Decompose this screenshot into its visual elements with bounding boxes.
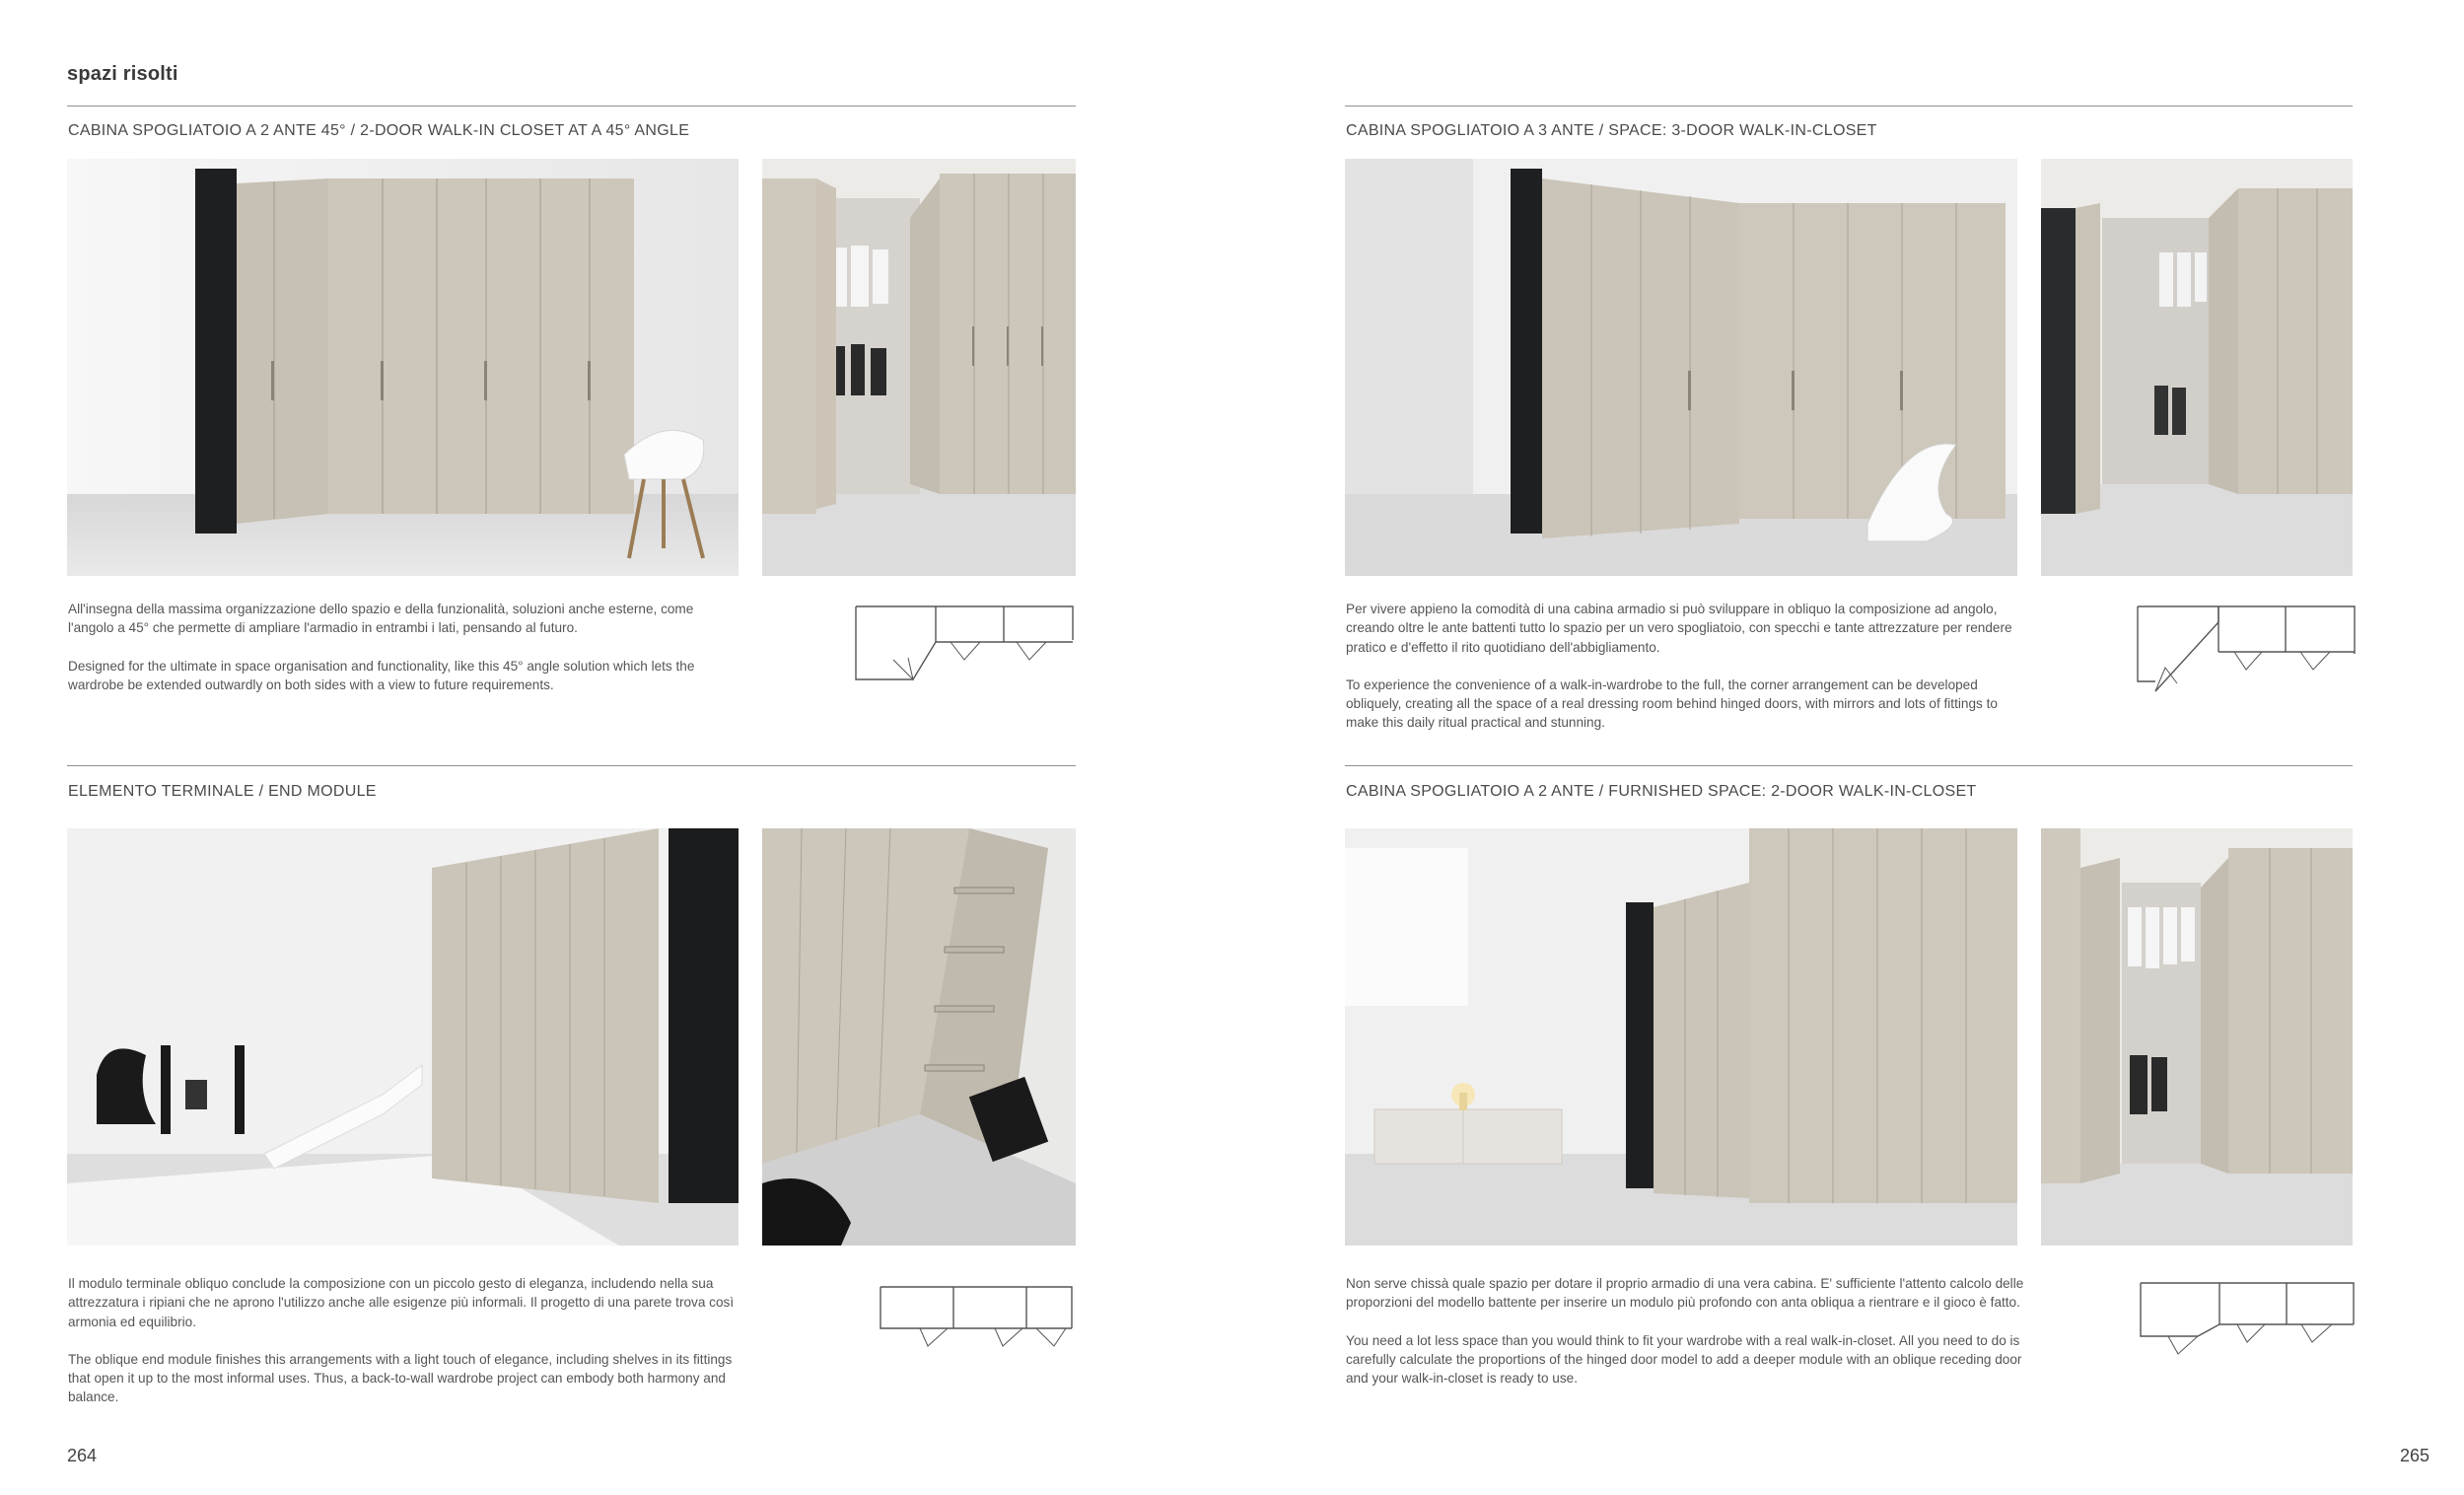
photo-open-2-door-closet — [2041, 828, 2353, 1246]
block-text-4 — [1346, 1274, 2026, 1388]
photo-corner-wardrobe-45 — [67, 159, 739, 576]
block-text-1 — [68, 600, 740, 694]
photo-corner-wardrobe-3-door — [1345, 159, 2017, 576]
block-heading-1: CABINA SPOGLIATOIO A 2 ANTE 45° / 2-DOOR WALK-IN CLOSET AT A 45° ANGLE — [68, 122, 690, 139]
photo-open-dressing-room — [2041, 159, 2353, 576]
text-italian: Per vivere appieno la comodità di una cabina armadio si può sviluppare in obliquo la composizione ad angolo, creando oltre le ante battenti tutto lo spazio per un vero spogliatoio, con specchi e tante attrezzature per rendere pratico e d'effetto il rito quotidiano dell'abbigliamento. — [1346, 602, 2012, 655]
block-heading-3: ELEMENTO TERMINALE / END MODULE — [68, 783, 377, 800]
text-english: Designed for the ultimate in space organisation and functionality, like this 45° angle solution which lets the wardrobe be extended outwardly on both sides with a view to future requirements. — [68, 658, 695, 692]
section-title: spazi risolti — [67, 63, 178, 85]
block-text-3 — [68, 1274, 740, 1407]
photo-open-walk-in-closet-45 — [762, 159, 1076, 576]
photo-furnished-space-wardrobe — [1345, 828, 2017, 1246]
floorplan-diagram-2-door — [2139, 1281, 2356, 1358]
text-english: You need a lot less space than you would think to fit your wardrobe with a real walk-in-closet. All you need to do is carefully calculate the proportions of the hinged door model to add a deeper module with an oblique receding door and your walk-in-closet is ready to use. — [1346, 1332, 2022, 1387]
divider — [1345, 106, 2353, 107]
floorplan-diagram-end-module — [879, 1285, 1074, 1350]
divider — [1345, 765, 2353, 766]
block-text-2 — [1346, 600, 2018, 733]
text-italian: Il modulo terminale obliquo conclude la composizione con un piccolo gesto di eleganza, includendo nella sua attrezzatura i ripiani che ne aprono l'utilizzo anche alle esigenze più informali. Il progetto di una parete trova così armonia ed equilibrio. — [68, 1276, 735, 1329]
divider — [67, 106, 1076, 107]
text-english: The oblique end module finishes this arrangements with a light touch of elegance, including shelves in its fittings that open it up to the most informal uses. Thus, a back-to-wall wardrobe project can embody both harmony and balance. — [68, 1351, 733, 1405]
block-heading-2: CABINA SPOGLIATOIO A 3 ANTE / SPACE: 3-DOOR WALK-IN-CLOSET — [1346, 122, 1877, 139]
page-number-right: 265 — [2400, 1446, 2430, 1465]
photo-end-module-shelves — [762, 828, 1076, 1246]
text-english: To experience the convenience of a walk-in-wardrobe to the full, the corner arrangement can be developed obliquely, creating all the space of a real dressing room behind hinged doors, with mirrors and lots of fittings to make this daily ritual practical and stunning. — [1346, 676, 1998, 731]
floorplan-diagram-45-angle — [854, 603, 1075, 681]
text-italian: Non serve chissà quale spazio per dotare il proprio armadio di una vera cabina. E' sufficiente l'attento calcolo delle proporzioni del modello battente per inserire un modulo più profondo con anta obliqua a rientrare e il gioco è fatto. — [1346, 1276, 2024, 1311]
divider — [67, 765, 1076, 766]
floorplan-diagram-3-door — [2136, 603, 2357, 693]
page-number-left: 264 — [67, 1446, 98, 1465]
block-heading-4: CABINA SPOGLIATOIO A 2 ANTE / FURNISHED SPACE: 2-DOOR WALK-IN-CLOSET — [1346, 783, 1977, 800]
photo-end-module-living-room — [67, 828, 739, 1246]
text-italian: All'insegna della massima organizzazione dello spazio e della funzionalità, soluzioni anche esterne, come l'angolo a 45° che permette di ampliare l'armadio in entrambi i lati, pensando al futuro. — [68, 602, 694, 636]
